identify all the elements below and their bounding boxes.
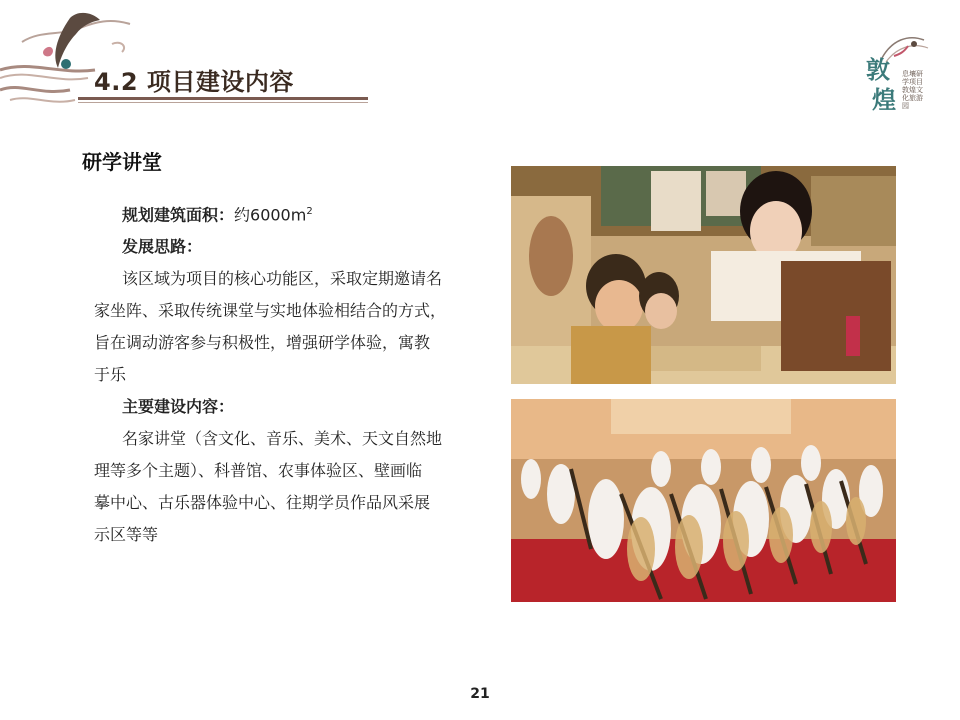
approach-line-3: 旨在调动游客参与积极性，增强研学体验，寓教 <box>94 333 431 353</box>
subheading: 研学讲堂 <box>82 150 162 174</box>
logo-char-1: 敦 <box>866 55 890 84</box>
area-label: 规划建筑面积： <box>122 205 235 225</box>
classroom-photo <box>511 166 896 384</box>
logo-tagline: 息壤研学项目敦煌文化旅游园 <box>902 70 923 110</box>
section-title: 4.2 项目建设内容 <box>94 68 294 96</box>
title-underline-thin <box>78 102 368 103</box>
approach-line-2: 家坐阵、采取传统课堂与实地体验相结合的方式， <box>94 301 447 321</box>
construction-line-1: 名家讲堂（含文化、音乐、美术、天文自然地 <box>122 429 443 449</box>
construction-line-4: 示区等等 <box>94 525 159 545</box>
dunhuang-logo <box>858 30 930 126</box>
approach-label: 发展思路： <box>122 237 203 257</box>
construction-label: 主要建设内容： <box>122 397 235 417</box>
area-superscript: 2 <box>306 206 313 217</box>
body-text <box>94 196 504 551</box>
harp-performance-photo <box>511 399 896 602</box>
title-underline <box>78 97 368 100</box>
logo-char-2: 煌 <box>872 85 896 114</box>
approach-line-4: 于乐 <box>94 365 127 385</box>
area-value: 约6000m <box>234 205 307 225</box>
construction-line-3: 摹中心、古乐器体验中心、往期学员作品风采展 <box>94 493 431 513</box>
area-line <box>94 196 504 231</box>
page-number: 21 <box>470 686 490 702</box>
approach-line-1: 该区域为项目的核心功能区，采取定期邀请名 <box>122 269 443 289</box>
construction-line-2: 理等多个主题）、科普馆、农事体验区、壁画临 <box>94 461 423 481</box>
